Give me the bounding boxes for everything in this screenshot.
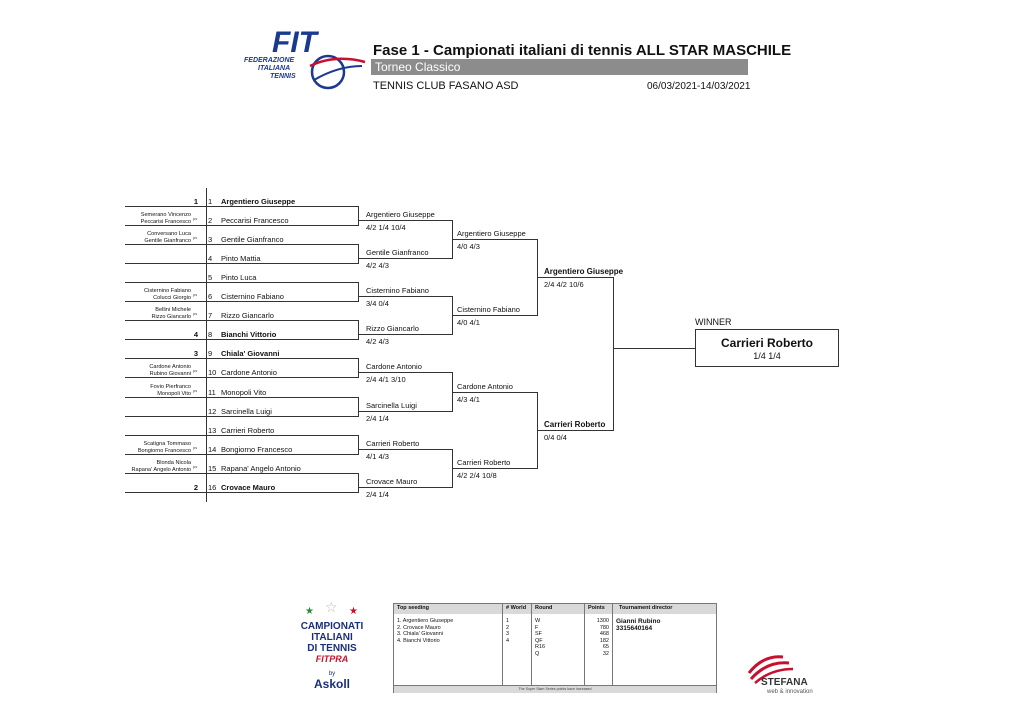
round3-winner: Carrieri Roberto bbox=[457, 458, 511, 467]
player-line bbox=[125, 416, 358, 417]
partner-names: Conversano Luca Gentile Gianfranco bbox=[144, 231, 191, 244]
player-line bbox=[125, 358, 358, 359]
player-name: Pinto Luca bbox=[221, 273, 257, 282]
round2-score: 4/2 4/3 bbox=[366, 261, 389, 270]
draw-position: 12 bbox=[208, 407, 217, 416]
seed-number: 2 bbox=[193, 483, 198, 492]
campionati-logo bbox=[297, 600, 367, 700]
campionati-line1: CAMPIONATI bbox=[300, 621, 364, 632]
seed-number: 1 bbox=[193, 197, 198, 206]
draw-position: 10 bbox=[208, 368, 217, 377]
round-name: R16 bbox=[535, 644, 546, 650]
director-info bbox=[616, 619, 660, 632]
round-name: W bbox=[535, 618, 541, 624]
draw-position: 5 bbox=[208, 273, 213, 282]
draw-position: 1 bbox=[208, 197, 213, 206]
semifinal-score: 0/4 0/4 bbox=[544, 433, 567, 442]
bracket-line bbox=[358, 206, 359, 226]
world-rank: 2 bbox=[506, 624, 510, 631]
round3-score: 4/0 4/1 bbox=[457, 318, 480, 327]
round4-line bbox=[537, 430, 613, 431]
round2-winner: Argentiero Giuseppe bbox=[366, 210, 435, 219]
partner-names: Fovio Pierfranco Monopoli Vito bbox=[150, 384, 191, 397]
side-indicator: ps bbox=[193, 464, 198, 469]
director-phone: 3315640164 bbox=[616, 624, 653, 632]
round2-winner: Cardone Antonio bbox=[366, 362, 422, 371]
round2-line bbox=[358, 372, 452, 373]
side-indicator: ps bbox=[193, 388, 198, 393]
round2-score: 4/2 4/3 bbox=[366, 337, 389, 346]
draw-position: 7 bbox=[208, 311, 213, 320]
world-rank: 3 bbox=[506, 631, 510, 637]
round-points: 468 bbox=[599, 631, 609, 637]
round3-score: 4/2 2/4 10/8 bbox=[457, 471, 497, 480]
partner-names: Cisternino Fabiano Colucci Giorgio bbox=[144, 288, 191, 301]
player-name: Rapana' Angelo Antonio bbox=[221, 464, 301, 473]
fit-logo-letters: FIT bbox=[272, 26, 317, 59]
winner-box bbox=[695, 329, 839, 367]
table-footer: The Super Slam Series points have increased bbox=[394, 685, 716, 693]
round-points: 1300 bbox=[596, 618, 609, 624]
side-indicator: ps bbox=[193, 368, 198, 373]
semifinal-score: 2/4 4/2 10/6 bbox=[544, 280, 584, 289]
stefana-name: STEFANA bbox=[761, 677, 808, 688]
player-name: Gentile Gianfranco bbox=[221, 235, 284, 244]
round-name: QF bbox=[535, 637, 543, 644]
draw-position: 13 bbox=[208, 426, 217, 435]
round2-score: 3/4 0/4 bbox=[366, 299, 389, 308]
round2-line bbox=[358, 411, 452, 412]
player-name: Bongiorno Francesco bbox=[221, 445, 293, 454]
round-name: F bbox=[535, 624, 539, 631]
final-connector bbox=[613, 277, 614, 431]
bracket-line bbox=[358, 473, 359, 493]
club-name: TENNIS CLUB FASANO ASD bbox=[373, 80, 519, 92]
seed-number: 4 bbox=[193, 330, 198, 339]
round3-line bbox=[452, 392, 537, 393]
round2-line bbox=[358, 487, 452, 488]
partner-names: Bellini Michele Rizzo Giancarlo bbox=[151, 307, 191, 320]
round2-score: 2/4 1/4 bbox=[366, 414, 389, 423]
round2-winner: Carrieri Roberto bbox=[366, 439, 420, 448]
round2-score: 4/2 1/4 10/4 bbox=[366, 223, 406, 232]
round-points: 182 bbox=[599, 637, 609, 644]
draw-position: 14 bbox=[208, 445, 217, 454]
tournament-dates: 06/03/2021-14/03/2021 bbox=[647, 81, 751, 92]
info-table-header bbox=[394, 604, 716, 614]
bracket-line bbox=[358, 244, 359, 264]
player-name: Argentiero Giuseppe bbox=[221, 197, 296, 206]
round2-winner: Sarcinella Luigi bbox=[366, 401, 417, 410]
player-name: Rizzo Giancarlo bbox=[221, 311, 274, 320]
side-indicator: ps bbox=[193, 216, 198, 221]
player-name: Sarcinella Luigi bbox=[221, 407, 272, 416]
player-name: Cardone Antonio bbox=[221, 368, 277, 377]
draw-position: 11 bbox=[208, 388, 216, 397]
header-world: # World bbox=[506, 605, 527, 611]
header-director: Tournament director bbox=[619, 605, 673, 611]
player-name: Pinto Mattia bbox=[221, 254, 261, 263]
stefana-logo bbox=[743, 651, 835, 695]
partner-names: Semerano Vincenzo Peccarisi Francesco bbox=[140, 212, 191, 225]
info-table bbox=[393, 603, 717, 693]
round3-line bbox=[452, 315, 537, 316]
round2-winner: Cisternino Fabiano bbox=[366, 286, 429, 295]
world-rank: 1 bbox=[506, 618, 510, 624]
round3-score: 4/0 4/3 bbox=[457, 242, 480, 251]
player-name: Cisternino Fabiano bbox=[221, 292, 284, 301]
round-name: Q bbox=[535, 650, 540, 657]
round2-winner: Crovace Mauro bbox=[366, 477, 418, 486]
by-text: by bbox=[328, 671, 336, 677]
svg-text:★: ★ bbox=[349, 606, 358, 617]
round2-line bbox=[358, 220, 452, 221]
bracket-line bbox=[358, 397, 359, 417]
seed-entry: 1. Argentiero Giuseppe bbox=[397, 618, 454, 624]
player-name: Carrieri Roberto bbox=[221, 426, 275, 435]
side-indicator: ps bbox=[193, 235, 198, 240]
player-name: Chiala' Giovanni bbox=[221, 349, 280, 358]
svg-text:★: ★ bbox=[305, 606, 314, 617]
round2-line bbox=[358, 334, 452, 335]
round3-score: 4/3 4/1 bbox=[457, 395, 480, 404]
seed-number: 3 bbox=[193, 349, 198, 358]
round3-winner: Argentiero Giuseppe bbox=[457, 229, 526, 238]
fit-logo-line3: TENNIS bbox=[270, 73, 296, 80]
seed-entry: 2. Crovace Mauro bbox=[397, 624, 441, 631]
fit-logo-line1: FEDERAZIONE bbox=[244, 57, 295, 64]
fitpra-text: FITPRA bbox=[315, 654, 349, 664]
bracket-line bbox=[358, 358, 359, 378]
player-line bbox=[125, 339, 358, 340]
player-name: Crovace Mauro bbox=[221, 483, 276, 492]
round-name: SF bbox=[535, 631, 543, 637]
campionati-line3: DI TENNIS bbox=[307, 643, 357, 654]
semifinal-winner: Argentiero Giuseppe bbox=[544, 267, 624, 276]
header-top-seeding: Top seeding bbox=[397, 605, 429, 611]
top-seeding-list bbox=[397, 618, 453, 644]
round2-line bbox=[358, 449, 452, 450]
winner-label: WINNER bbox=[695, 317, 732, 327]
campionati-line2: ITALIANI bbox=[311, 632, 353, 643]
player-line bbox=[125, 206, 358, 207]
winner-score: 1/4 1/4 bbox=[753, 351, 781, 361]
round2-line bbox=[358, 296, 452, 297]
bracket-line bbox=[358, 282, 359, 302]
player-line bbox=[125, 492, 358, 493]
winner-name: Carrieri Roberto bbox=[720, 336, 814, 350]
player-line bbox=[125, 282, 358, 283]
fit-logo-line2: ITALIANA bbox=[258, 65, 291, 72]
round2-score: 2/4 4/1 3/10 bbox=[366, 375, 406, 384]
bracket-line bbox=[358, 320, 359, 340]
world-rank-list bbox=[506, 618, 509, 644]
seed-entry: 4. Bianchi Vittorio bbox=[397, 637, 440, 644]
round3-line bbox=[452, 468, 537, 469]
draw-position: 8 bbox=[208, 330, 213, 339]
draw-position: 4 bbox=[208, 254, 213, 263]
round-points: 32 bbox=[602, 650, 609, 657]
player-line bbox=[125, 263, 358, 264]
round3-line bbox=[452, 239, 537, 240]
player-name: Peccarisi Francesco bbox=[221, 216, 289, 225]
round2-score: 4/1 4/3 bbox=[366, 452, 389, 461]
round-points: 780 bbox=[599, 624, 609, 631]
draw-position: 2 bbox=[208, 216, 213, 225]
round3-winner: Cardone Antonio bbox=[457, 382, 513, 391]
bracket-line bbox=[358, 435, 359, 455]
fit-logo bbox=[240, 22, 370, 94]
header-round: Round bbox=[535, 605, 553, 611]
final-line bbox=[613, 348, 695, 349]
points-list bbox=[588, 618, 609, 657]
round2-line bbox=[358, 258, 452, 259]
header-points: Points bbox=[588, 605, 605, 611]
world-rank: 4 bbox=[506, 637, 510, 644]
askoll-text: Askoll bbox=[313, 677, 351, 691]
tournament-type: Torneo Classico bbox=[371, 59, 748, 75]
side-indicator: ps bbox=[193, 292, 198, 297]
stefana-tagline: web & innovation bbox=[767, 689, 813, 695]
player-line bbox=[125, 435, 358, 436]
draw-position: 15 bbox=[208, 464, 217, 473]
draw-position: 3 bbox=[208, 235, 213, 244]
player-name: Monopoli Vito bbox=[221, 388, 267, 397]
page-title: Fase 1 - Campionati italiani di tennis ALL STAR MASCHILE bbox=[373, 42, 792, 59]
draw-position: 16 bbox=[208, 483, 217, 492]
round2-winner: Rizzo Giancarlo bbox=[366, 324, 419, 333]
round3-winner: Cisternino Fabiano bbox=[457, 305, 520, 314]
partner-names: Blonda Nicola Rapana' Angelo Antonio bbox=[131, 460, 191, 473]
draw-position: 6 bbox=[208, 292, 213, 301]
side-indicator: ps bbox=[193, 311, 198, 316]
director-name: Gianni Rubino bbox=[616, 618, 661, 625]
round-points: 65 bbox=[602, 644, 609, 650]
semifinal-winner: Carrieri Roberto bbox=[544, 420, 606, 429]
seed-entry: 3. Chiala' Giovanni bbox=[397, 631, 443, 637]
partner-names: Cardone Antonio Rubino Giovanni bbox=[149, 364, 191, 377]
round2-winner: Gentile Gianfranco bbox=[366, 248, 429, 257]
draw-position: 9 bbox=[208, 349, 213, 358]
player-name: Bianchi Vittorio bbox=[221, 330, 277, 339]
partner-names: Scatigna Tommaso Bongiorno Francesco bbox=[137, 441, 191, 454]
side-indicator: ps bbox=[193, 445, 198, 450]
round-list bbox=[535, 618, 545, 657]
round2-score: 2/4 1/4 bbox=[366, 490, 389, 499]
svg-text:☆: ☆ bbox=[325, 600, 338, 616]
round4-line bbox=[537, 277, 613, 278]
